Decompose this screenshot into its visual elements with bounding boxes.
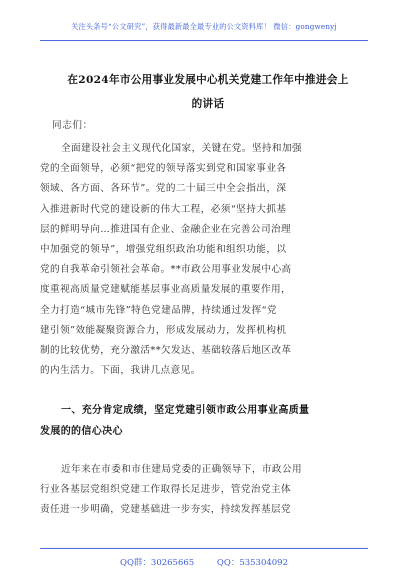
text-line: 中加强党的领导”，增强党组织政治功能和组织功能，以 bbox=[40, 244, 287, 256]
text-line: 入推进新时代党的建设新的伟大工程，必须“坚持大抓基 bbox=[40, 203, 287, 215]
heading-line: 一、充分肯定成绩，坚定党建引领市政公用事业高质量 bbox=[61, 405, 310, 416]
paragraph-2 bbox=[40, 460, 370, 521]
document-title bbox=[58, 68, 358, 116]
text-line: 全力打造“城市先锋”特色党建品牌，持续通过发挥“党 bbox=[40, 304, 278, 316]
footer-qq-contact: QQ：535304092 bbox=[216, 558, 288, 568]
header-banner: 关注头条号“公文研究”，获得最新最全最专业的公文资料库！ 微信：gongwenyj bbox=[71, 22, 337, 31]
footer bbox=[0, 556, 408, 568]
text-line: 党的全面领导，必须“把党的领导落实到党和国家事业各 bbox=[40, 163, 287, 175]
footer-divider bbox=[40, 548, 368, 549]
text-line: 领域、各方面、各环节”。党的二十届三中全会指出，深 bbox=[40, 183, 287, 195]
text-line: 层的鲜明导向…推进国有企业、金融企业在完善公司治理 bbox=[40, 223, 292, 235]
text-line: 的内生活力。下面，我讲几点意见。 bbox=[40, 365, 201, 377]
text-line: 党的自我革命引领社会革命。**市政公用事业发展中心高 bbox=[40, 264, 292, 276]
text-line: 建引领”效能凝聚资源合力，形成发展动力，发挥机构机 bbox=[40, 324, 287, 336]
title-line: 的讲话 bbox=[191, 98, 225, 110]
paragraph-1 bbox=[40, 139, 370, 381]
text-line: 责任进一步明确，党建基础进一步夯实，持续发挥基层党 bbox=[40, 504, 292, 516]
footer-qq-group: QQ群：30265665 bbox=[119, 558, 195, 568]
text-line: 行业各基层党组织党建工作取得长足进步，管党治党主体 bbox=[40, 484, 292, 496]
title-line: 在2024年市公用事业发展中心机关党建工作年中推进会上 bbox=[67, 74, 349, 86]
text-line: 全面建设社会主义现代化国家，关键在党。坚持和加强 bbox=[61, 143, 303, 154]
heading-line: 发展的的信心决心 bbox=[40, 425, 123, 437]
text-line: 度重视高质量党建赋能基层事业高质量发展的重要作用， bbox=[40, 284, 292, 296]
section-heading-1 bbox=[40, 401, 370, 442]
text-line: 近年来在市委和市住建局党委的正确领导下，市政公用 bbox=[61, 464, 303, 475]
text-line: 制的比较优势，充分激活**欠发达、基础较落后地区改革 bbox=[40, 345, 292, 357]
salutation: 同志们： bbox=[52, 120, 93, 131]
header-divider bbox=[40, 40, 368, 41]
